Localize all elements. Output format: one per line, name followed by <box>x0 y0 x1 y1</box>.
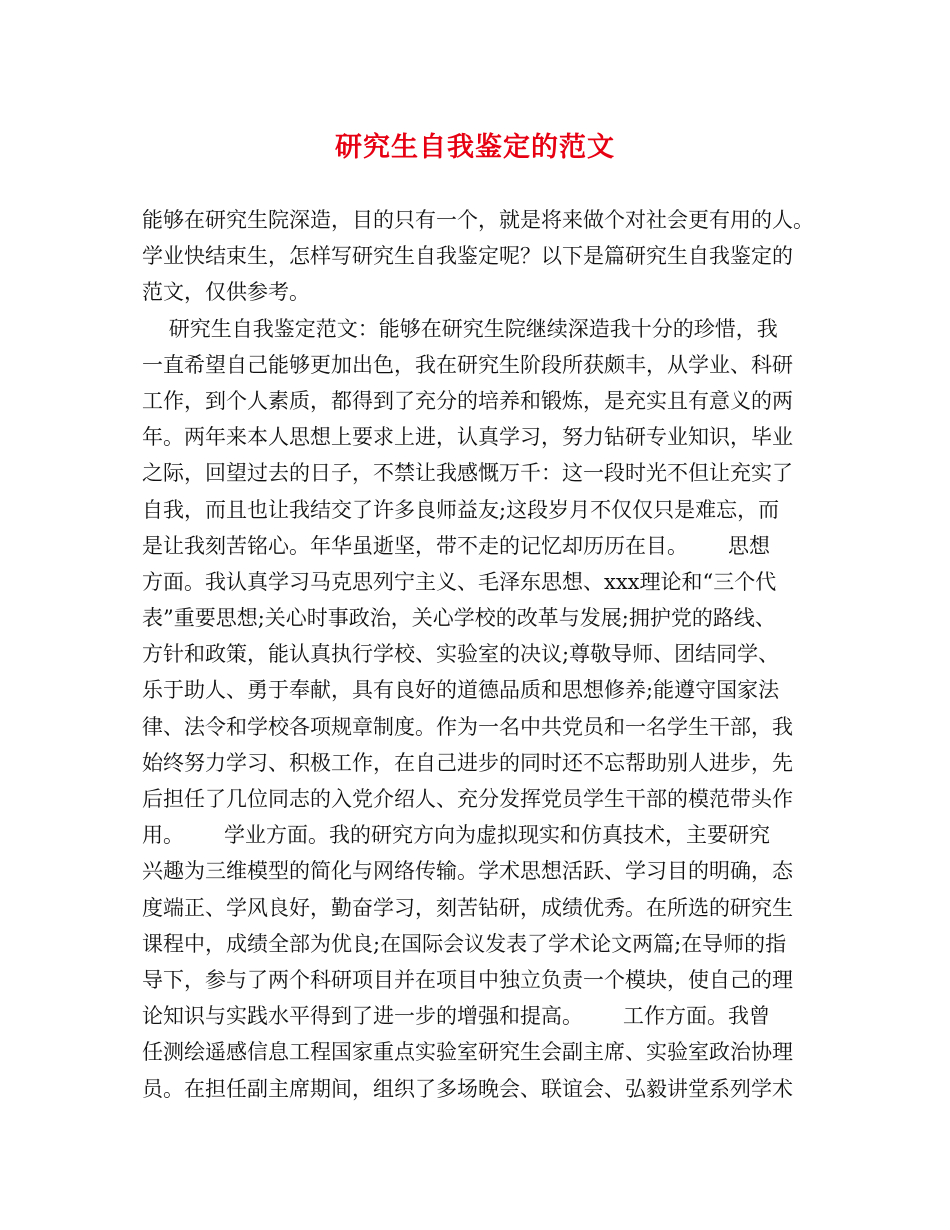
document-body <box>142 202 822 1107</box>
text-line: 课程中，成绩全部为优良;在国际会议发表了学术论文两篇;在导师的指 <box>142 931 787 956</box>
text-line: 导下，参与了两个科研项目并在项目中独立负责一个模块，使自己的理 <box>142 967 793 992</box>
text-line: 乐于助人、勇于奉献，具有良好的道德品质和思想修养;能遵守国家法 <box>142 678 780 703</box>
text-line: 表”重要思想;关心时事政治，关心学校的改革与发展;拥护党的路线、 <box>142 606 776 631</box>
text-line: 研究生自我鉴定范文：能够在研究生院继续深造我十分的珍惜，我 <box>142 316 778 341</box>
text-line: 范文，仅供参考。 <box>142 280 310 305</box>
text-line: 任测绘遥感信息工程国家重点实验室研究生会副主席、实验室政治协理 <box>142 1040 793 1065</box>
text-line: 论知识与实践水平得到了进一步的增强和提高。 工作方面。我曾 <box>142 1004 771 1029</box>
text-line: 方针和政策，能认真执行学校、实验室的决议;尊敬导师、团结同学、 <box>142 642 780 667</box>
text-line: 员。在担任副主席期间，组织了多场晚会、联谊会、弘毅讲堂系列学术 <box>142 1076 793 1101</box>
text-line: 律、法令和学校各项规章制度。作为一名中共党员和一名学生干部，我 <box>142 714 793 739</box>
text-line: 方面。我认真学习马克思列宁主义、毛泽东思想、xxx理论和“三个代 <box>142 569 777 594</box>
text-line: 用。 学业方面。我的研究方向为虚拟现实和仿真技术，主要研究 <box>142 823 771 848</box>
text-line: 度端正、学风良好，勤奋学习，刻苦钻研，成绩优秀。在所选的研究生 <box>142 895 793 920</box>
text-line: 后担任了几位同志的入党介绍人、充分发挥党员学生干部的模范带头作 <box>142 787 793 811</box>
text-line: 自我，而且也让我结交了许多良师益友;这段岁月不仅仅只是难忘，而 <box>142 497 780 522</box>
text-line: 年。两年来本人思想上要求上进，认真学习，努力钻研专业知识，毕业 <box>142 425 793 450</box>
text-line: 能够在研究生院深造，目的只有一个，就是将来做个对社会更有用的人。 <box>142 208 814 232</box>
text-line: 学业快结束生，怎样写研究生自我鉴定呢？以下是篇研究生自我鉴定的 <box>142 244 793 269</box>
text-line: 始终努力学习、积极工作，在自己进步的同时还不忘帮助别人进步，先 <box>142 750 793 775</box>
text-line: 是让我刻苦铭心。年华虽逝坚，带不走的记忆却历历在目。 思想 <box>142 533 771 558</box>
text-line: 工作，到个人素质，都得到了充分的培养和锻炼，是充实且有意义的两 <box>142 388 793 413</box>
document-title: 研究生自我鉴定的范文 <box>335 132 615 163</box>
text-line: 一直希望自己能够更加出色，我在研究生阶段所获颇丰，从学业、科研 <box>142 352 793 377</box>
text-line: 兴趣为三维模型的简化与网络传输。学术思想活跃、学习目的明确，态 <box>142 859 793 884</box>
text-line: 之际，回望过去的日子，不禁让我感慨万千：这一段时光不但让充实了 <box>142 461 793 486</box>
